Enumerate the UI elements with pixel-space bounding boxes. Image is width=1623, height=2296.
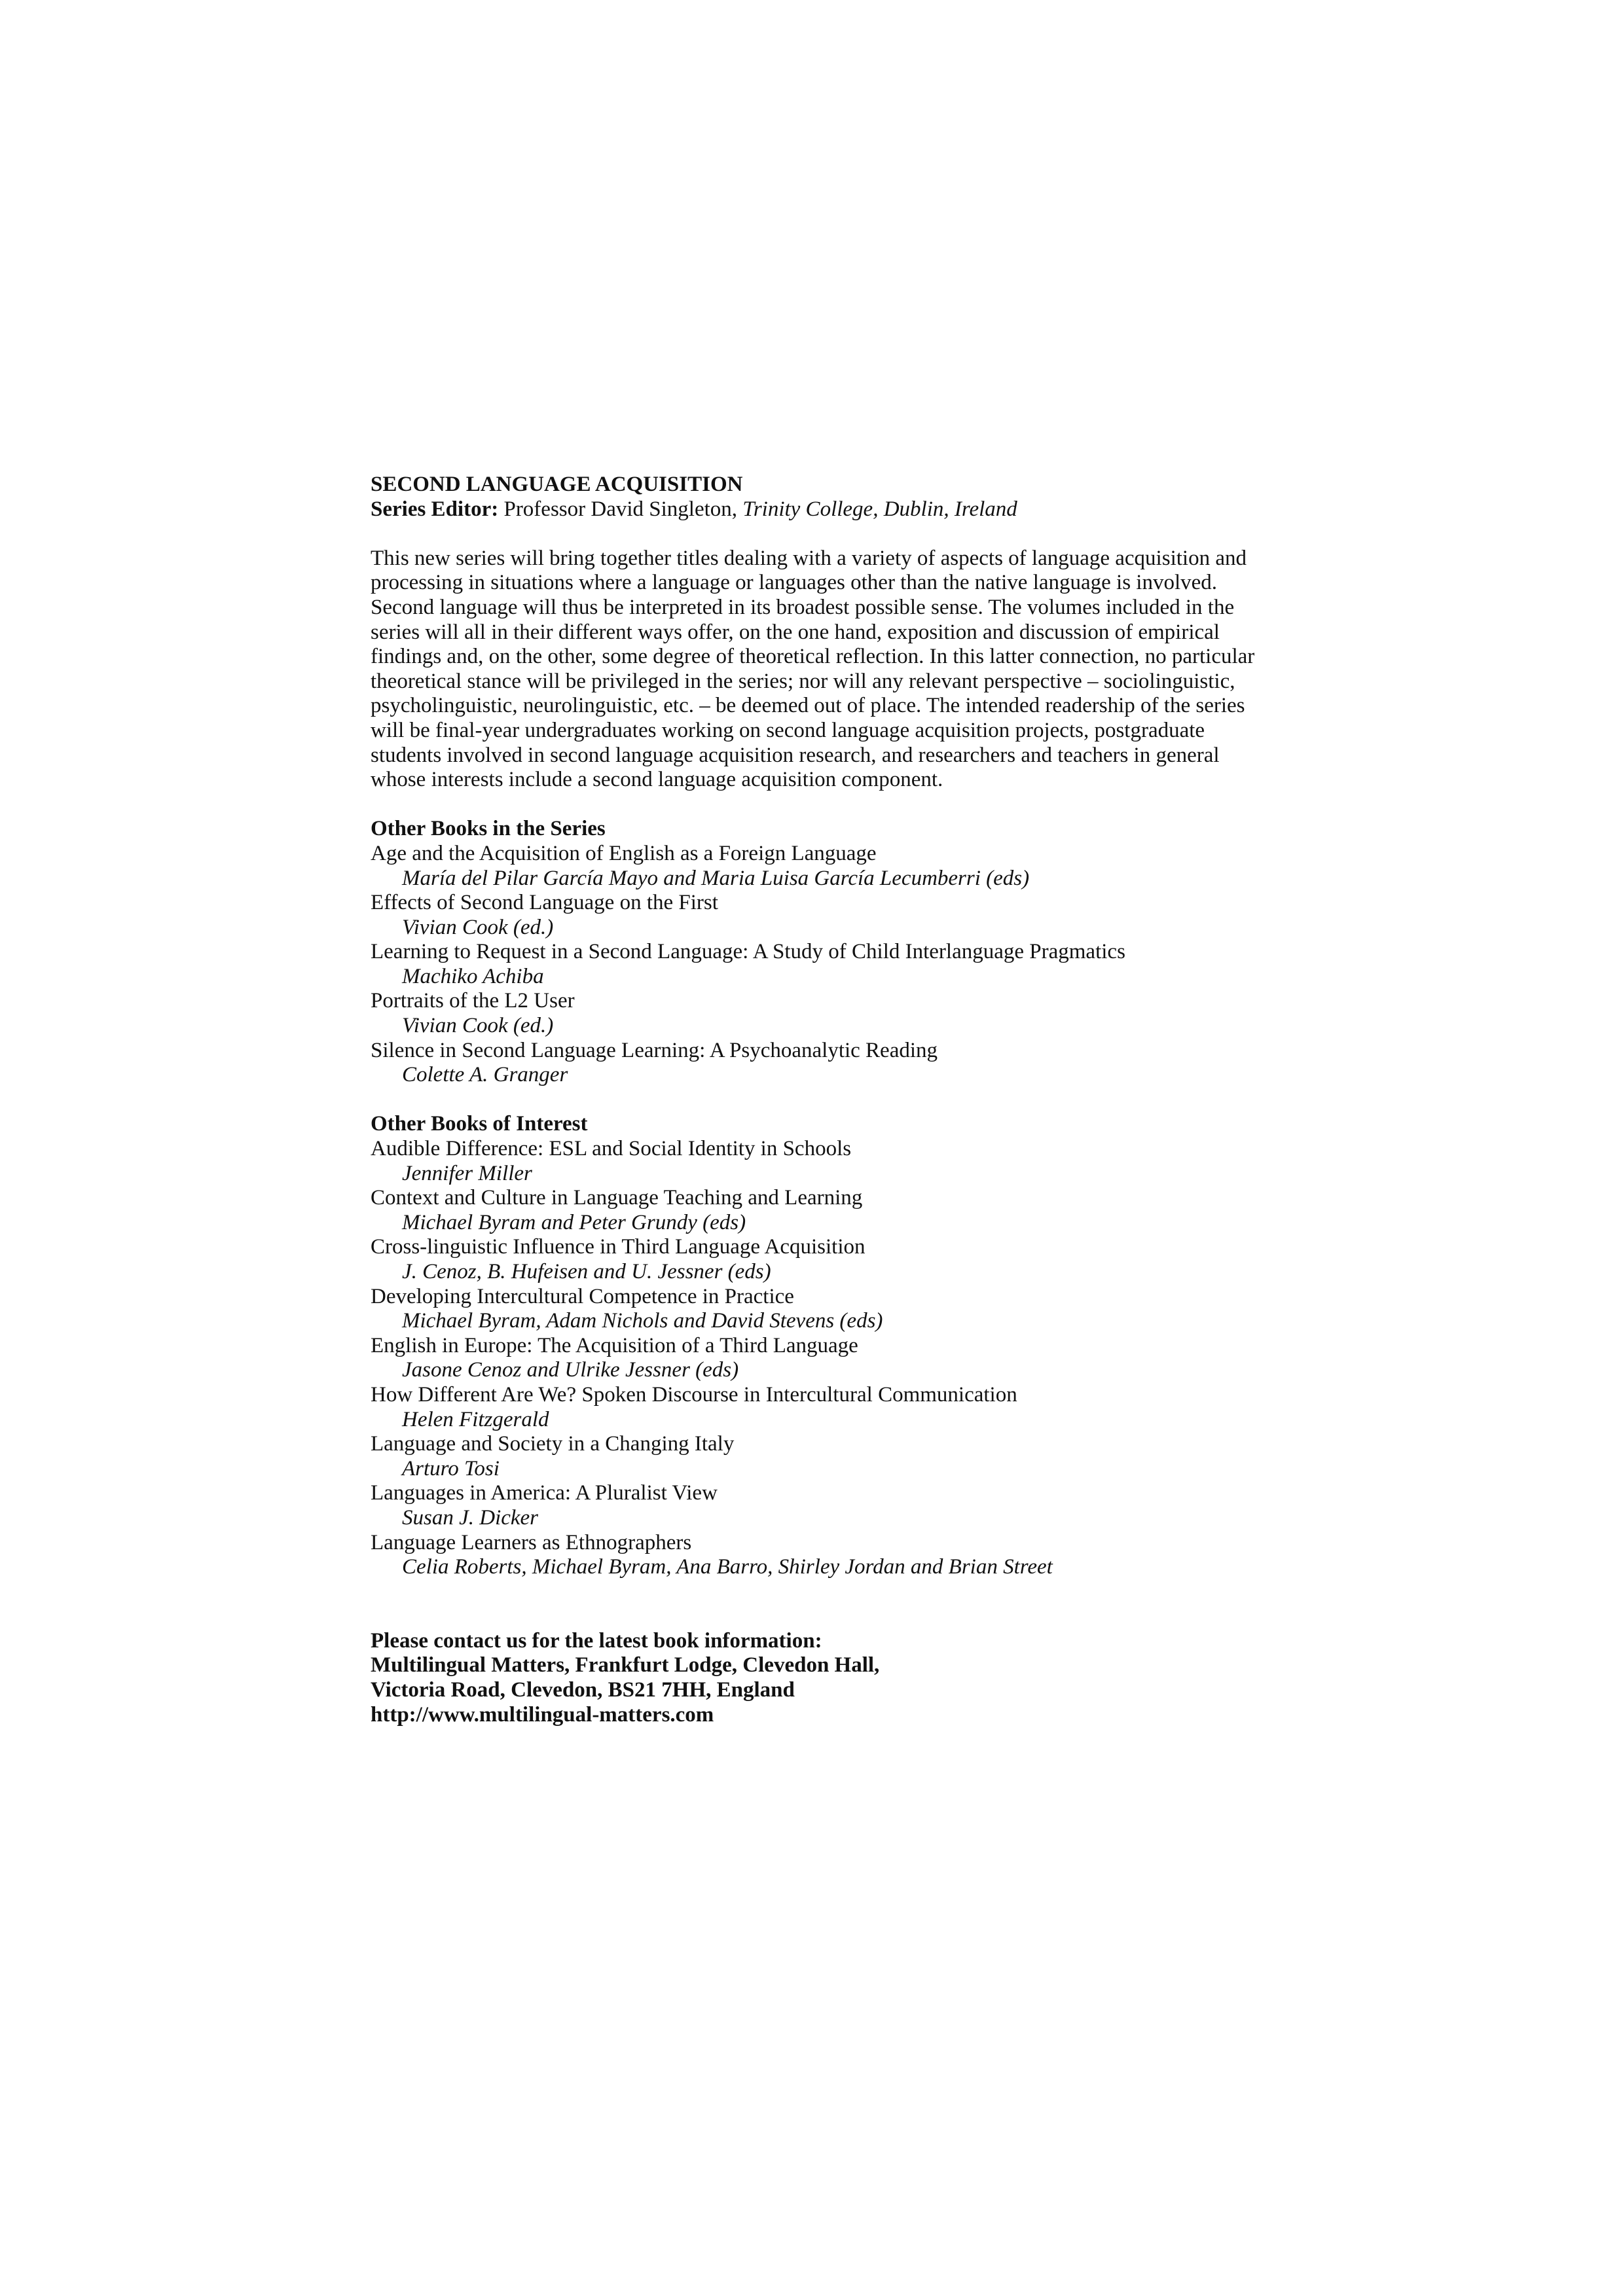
book-title: Language Learners as Ethnographers	[371, 1530, 692, 1554]
book-title: Language and Society in a Changing Italy	[371, 1432, 735, 1456]
contact-address-line-2: Victoria Road, Clevedon, BS21 7HH, England	[371, 1677, 795, 1702]
book-authors: Helen Fitzgerald	[402, 1407, 549, 1431]
contact-intro: Please contact us for the latest book information:	[371, 1628, 822, 1653]
book-title: Learning to Request in a Second Language: A Study of Child Interlanguage Pragmatics	[371, 940, 1125, 964]
book-entry	[371, 1235, 1287, 1284]
book-entry	[371, 842, 1287, 891]
book-title: How Different Are We? Spoken Discourse in Intercultural Communication	[371, 1382, 1017, 1407]
book-authors: Arturo Tosi	[402, 1456, 500, 1480]
series-description: This new series will bring together titles dealing with a variety of aspects of language acquisition and processing in situations where a language or languages other than the native language is involved. Second language will thus be interpreted in its broadest possible sense. The volumes included in the series will all in their different ways offer, on the one hand, exposition and discussion of empirical findings and, on the other, some degree of theoretical reflection. In this latter connection, no particular theoretical stance will be privileged in the series; nor will any relevant perspective – sociolinguistic, psycholinguistic, neurolinguistic, etc. – be deemed out of place. The intended readership of the series will be final-year undergraduates working on second language acquisition projects, postgraduate students involved in second language acquisition research, and researchers and teachers in general whose interests include a second language acquisition component.	[371, 546, 1255, 792]
book-title: Silence in Second Language Learning: A Psychoanalytic Reading	[371, 1038, 938, 1062]
series-editor-name: Professor David Singleton,	[498, 497, 743, 521]
book-authors: J. Cenoz, B. Hufeisen and U. Jessner (eds)	[402, 1260, 771, 1283]
book-authors: Celia Roberts, Michael Byram, Ana Barro, Shirley Jordan and Brian Street	[402, 1555, 1053, 1579]
contact-block	[371, 1629, 1287, 1727]
book-entry	[371, 1481, 1287, 1530]
series-books-list	[371, 842, 1287, 1088]
book-title: Portraits of the L2 User	[371, 989, 575, 1013]
book-entry	[371, 1531, 1287, 1580]
book-entry	[371, 1383, 1287, 1432]
book-entry	[371, 1039, 1287, 1088]
series-books-heading: Other Books in the Series	[371, 817, 606, 841]
book-authors: Michael Byram and Peter Grundy (eds)	[402, 1210, 746, 1234]
interest-books-heading: Other Books of Interest	[371, 1112, 588, 1136]
series-editor-affiliation: Trinity College, Dublin, Ireland	[742, 497, 1017, 521]
book-entry	[371, 891, 1287, 940]
book-entry	[371, 940, 1287, 989]
book-title: English in Europe: The Acquisition of a Third Language	[371, 1333, 858, 1357]
book-title: Age and the Acquisition of English as a Foreign Language	[371, 841, 877, 865]
book-entry	[371, 1432, 1287, 1481]
book-title: Effects of Second Language on the First	[371, 891, 718, 915]
book-authors: Susan J. Dicker	[402, 1505, 539, 1530]
series-title: SECOND LANGUAGE ACQUISITION	[371, 473, 743, 496]
book-title: Languages in America: A Pluralist View	[371, 1481, 718, 1505]
book-title: Developing Intercultural Competence in Practice	[371, 1284, 794, 1308]
book-authors: Vivian Cook (ed.)	[402, 1014, 554, 1038]
book-entry	[371, 1137, 1287, 1186]
interest-books-list	[371, 1137, 1287, 1580]
book-entry	[371, 1334, 1287, 1383]
series-editor-line	[371, 497, 1287, 522]
book-entry	[371, 1285, 1287, 1334]
book-authors: Jasone Cenoz and Ulrike Jessner (eds)	[402, 1358, 739, 1382]
book-authors: Michael Byram, Adam Nichols and David Stevens (eds)	[402, 1309, 883, 1333]
book-authors: Colette A. Granger	[402, 1063, 568, 1087]
book-title: Audible Difference: ESL and Social Identity in Schools	[371, 1137, 852, 1161]
book-authors: María del Pilar García Mayo and Maria Luisa García Lecumberri (eds)	[402, 866, 1030, 890]
book-title: Cross-linguistic Influence in Third Language Acquisition	[371, 1235, 866, 1259]
book-entry	[371, 1186, 1287, 1235]
book-authors: Machiko Achiba	[402, 964, 544, 988]
series-editor-label: Series Editor:	[371, 497, 499, 521]
page-content	[371, 473, 1287, 1727]
contact-address-line-1: Multilingual Matters, Frankfurt Lodge, Clevedon Hall,	[371, 1653, 880, 1677]
book-authors: Jennifer Miller	[402, 1161, 532, 1185]
book-authors: Vivian Cook (ed.)	[402, 915, 554, 939]
book-title: Context and Culture in Language Teaching and Learning	[371, 1186, 863, 1210]
contact-website: http://www.multilingual-matters.com	[371, 1702, 714, 1727]
book-entry	[371, 989, 1287, 1038]
